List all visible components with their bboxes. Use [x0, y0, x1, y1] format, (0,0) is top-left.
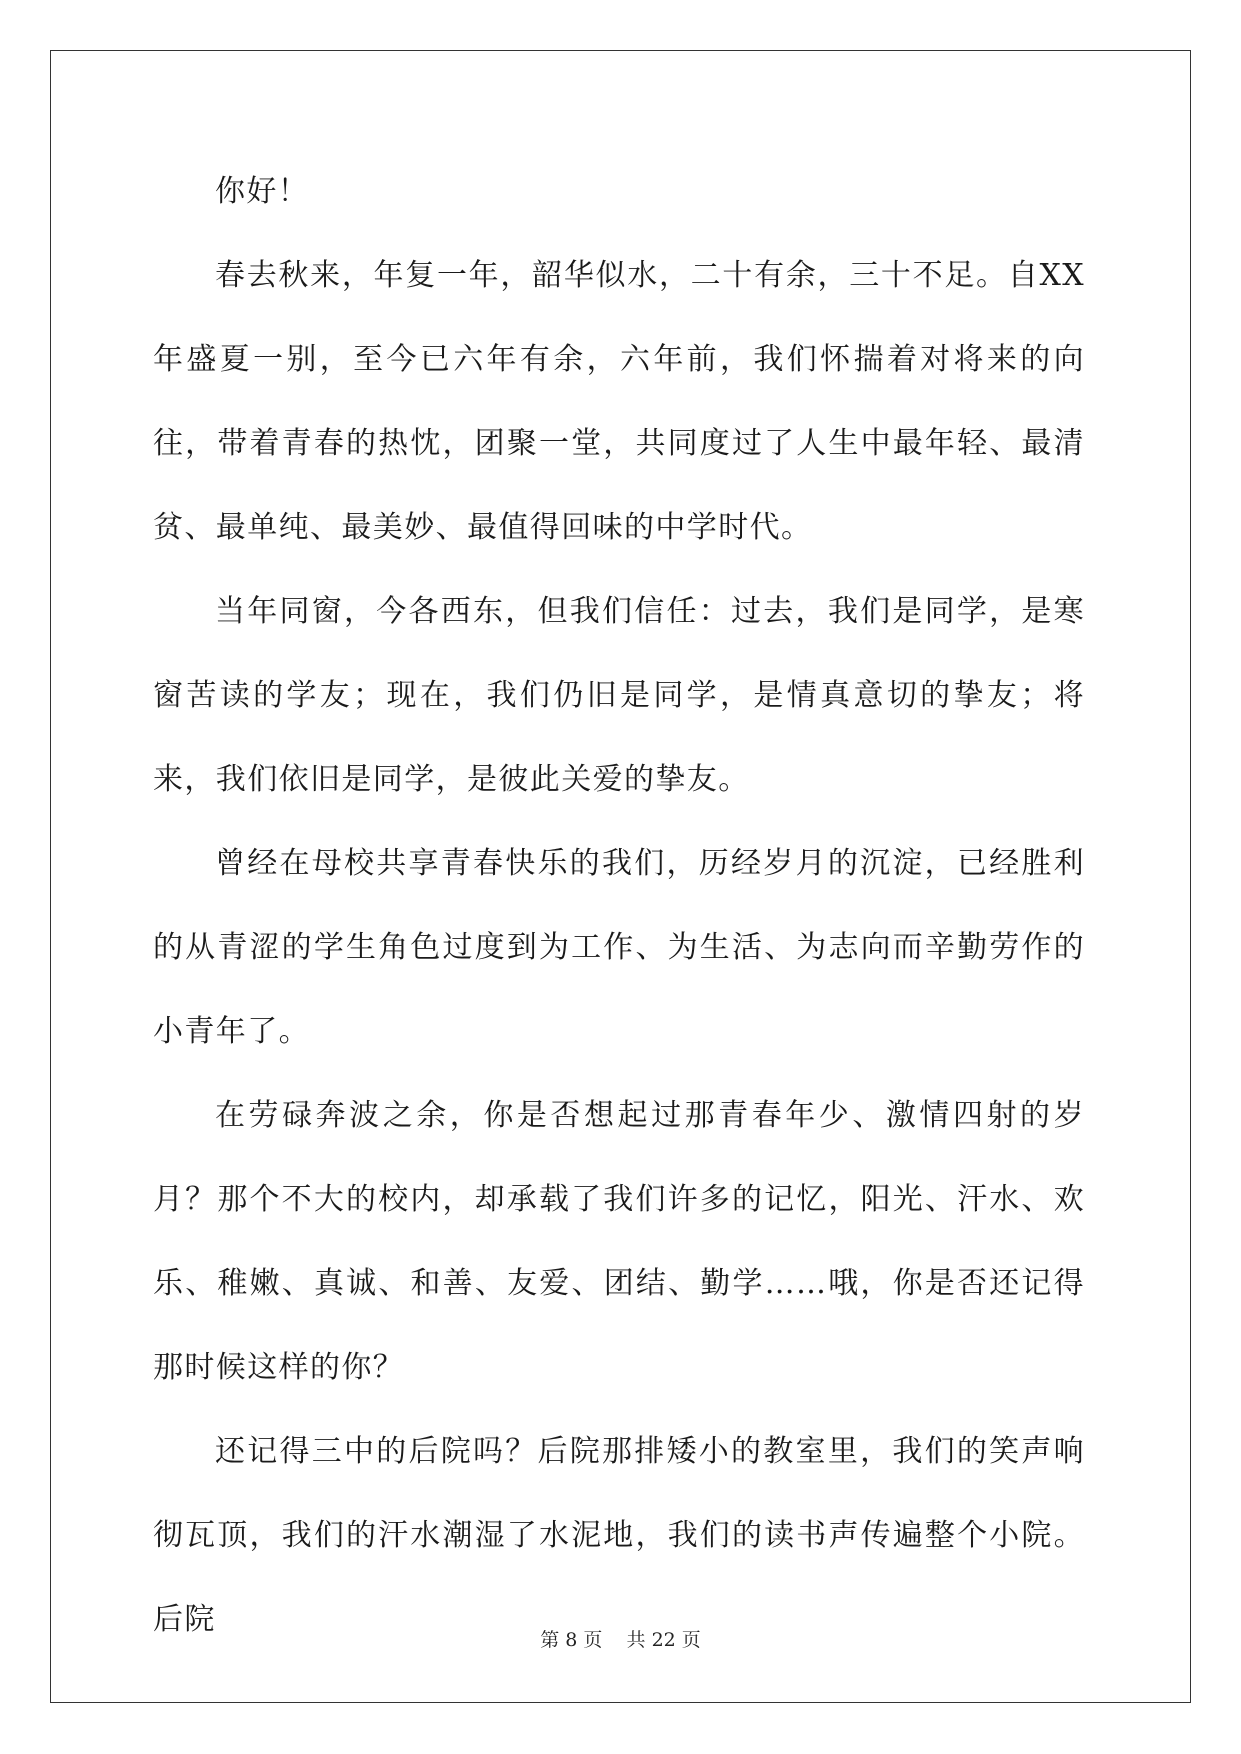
- paragraph-3: 曾经在母校共享青春快乐的我们，历经岁月的沉淀，已经胜利的从青涩的学生角色过度到为工作、为生活、为志向而辛勤劳作的小青年了。: [153, 846, 1085, 1049]
- letter-body: [153, 165, 1085, 1662]
- greeting: 你好！: [215, 174, 310, 209]
- paragraph-2: 当年同窗，今各西东，但我们信任：过去，我们是同学，是寒窗苦读的学友；现在，我们仍旧是同学，是情真意切的挚友；将来，我们依旧是同学，是彼此关爱的挚友。: [153, 594, 1085, 797]
- page-number: 第 8 页 共 22 页: [540, 1629, 701, 1651]
- paragraph-4: 在劳碌奔波之余，你是否想起过那青春年少、激情四射的岁月？那个不大的校内，却承载了我们许多的记忆，阳光、汗水、欢乐、稚嫩、真诚、和善、友爱、团结、勤学……哦，你是否还记得那时候这样的你？: [153, 1098, 1085, 1385]
- paragraph-1: 春去秋来，年复一年，韶华似水，二十有余，三十不足。自XX年盛夏一别，至今已六年有余，六年前，我们怀揣着对将来的向往，带着青春的热忱，团聚一堂，共同度过了人生中最年轻、最清贫、最单纯、最美妙、最值得回味的中学时代。: [153, 258, 1085, 545]
- paragraph-5: 还记得三中的后院吗？后院那排矮小的教室里，我们的笑声响彻瓦顶，我们的汗水潮湿了水泥地，我们的读书声传遍整个小院。后院: [153, 1434, 1085, 1637]
